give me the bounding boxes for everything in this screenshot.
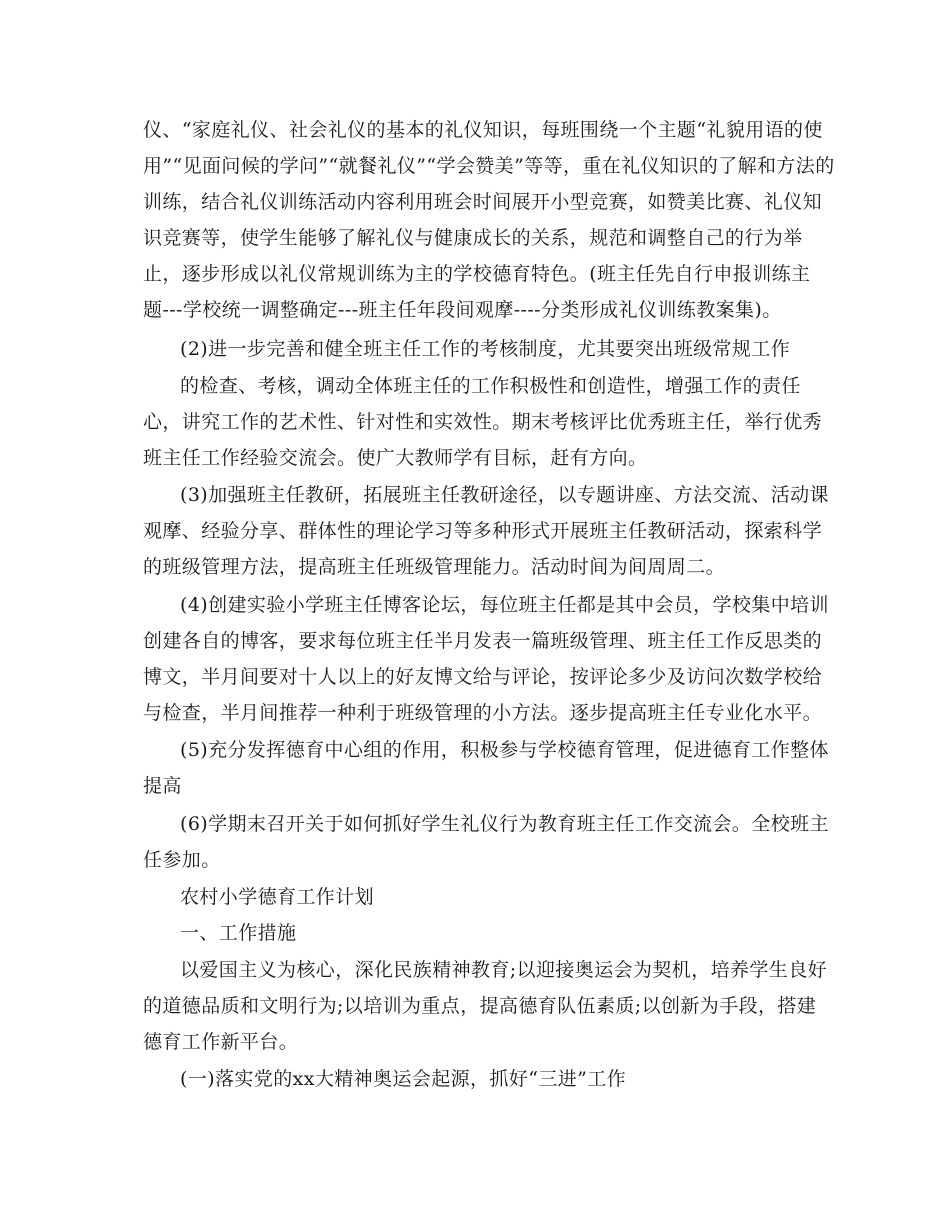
text-line: 观摩、经验分享、群体性的理论学习等多种形式开展班主任教研活动，探索科学 [143, 520, 823, 542]
text-line: 的班级管理方法，提高班主任班级管理能力。活动时间为间周周二。 [143, 556, 726, 578]
text-line: 的道德品质和文明行为;以培训为重点，提高德育队伍素质;以创新为手段，搭建 [143, 995, 817, 1017]
paragraph-heading-2: (2)进一步完善和健全班主任工作的考核制度，尤其要突出班级常规工作 [180, 338, 791, 360]
text-line: 识竞赛等，使学生能够了解礼仪与健康成长的关系，规范和调整自己的行为举 [143, 227, 803, 249]
text-line: 以爱国主义为核心，深化民族精神教育;以迎接奥运会为契机，培养学生良好 [180, 959, 828, 981]
paragraph-heading-4: (4)创建实验小学班主任博客论坛，每位班主任都是其中会员，学校集中培训 [180, 594, 829, 616]
text-line: 与检查，半月间推荐一种利于班级管理的小方法。逐步提高班主任专业化水平。 [143, 702, 823, 724]
paragraph-heading-6: (6)学期末召开关于如何抓好学生礼仪行为教育班主任工作交流会。全校班主 [180, 813, 829, 835]
text-line: 训练，结合礼仪训练活动内容利用班会时间展开小型竞赛，如赞美比赛、礼仪知 [143, 191, 823, 213]
subsection-heading: (一)落实党的xx大精神奥运会起源，抓好“三进”工作 [180, 1068, 627, 1090]
section-heading: 一、工作措施 [180, 922, 297, 944]
text-line: 仪、“家庭礼仪、社会礼仪的基本的礼仪知识，每班围绕一个主题“礼貌用语的使 [143, 119, 823, 141]
text-line: 创建各自的博客，要求每位班主任半月发表一篇班级管理、班主任工作反思类的 [143, 630, 823, 652]
text-line: 班主任工作经验交流会。使广大教师学有目标，赶有方向。 [143, 447, 648, 469]
paragraph-heading-5: (5)充分发挥德育中心组的作用，积极参与学校德育管理，促进德育工作整体 [180, 739, 829, 761]
text-line: 止，逐步形成以礼仪常规训练为主的学校德育特色。(班主任先自行申报训练主 [143, 263, 811, 285]
text-line: 的检查、考核，调动全体班主任的工作积极性和创造性，增强工作的责任 [180, 375, 801, 397]
section-title: 农村小学德育工作计划 [180, 886, 375, 908]
text-line: 提高 [143, 775, 182, 797]
paragraph-heading-3: (3)加强班主任教研，拓展班主任教研途径，以专题讲座、方法交流、活动课 [180, 484, 829, 506]
text-line: 心，讲究工作的艺术性、针对性和实效性。期末考核评比优秀班主任，举行优秀 [143, 411, 823, 433]
text-line: 用”“见面问候的学问”“就餐礼仪”“学会赞美”等等，重在礼仪知识的了解和方法的 [143, 155, 835, 177]
text-line: 任参加。 [143, 849, 221, 871]
text-line: 题---学校统一调整确定---班主任年段间观摩----分类形成礼仪训练教案集)。 [143, 299, 782, 321]
text-line: 博文，半月间要对十人以上的好友博文给与评论，按评论多少及访问次数学校给 [143, 666, 823, 688]
text-line: 德育工作新平台。 [143, 1031, 299, 1053]
